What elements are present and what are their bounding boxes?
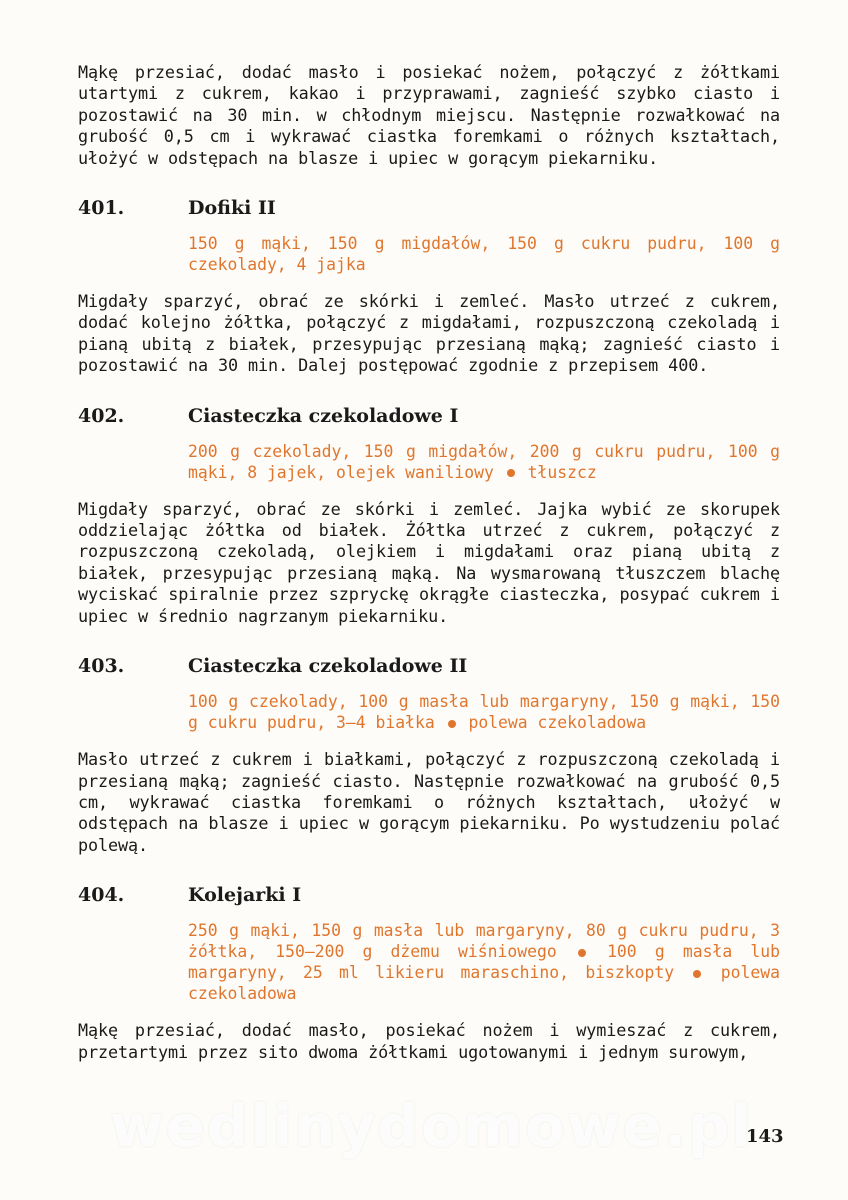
ingredients-group: tłuszcz xyxy=(527,462,597,482)
recipe-402 xyxy=(78,405,780,627)
ingredients-group: 200 g czekolady, 150 g migdałów, 200 g cukru pudru, 100 g mąki, 8 jajek, olejek waniliowy xyxy=(188,441,780,482)
ingredients-group: 150 g mąki, 150 g migdałów, 150 g cukru pudru, 100 g czekolady, 4 jajka xyxy=(188,234,780,275)
bullet-dot-icon xyxy=(578,949,586,957)
page-number: 143 xyxy=(746,1126,784,1147)
recipe-method: Masło utrzeć z cukrem i białkami, połączyć z rozpuszczoną czekoladą i przesianą mąką; zagnieść ciasto. Następnie rozwałkować na grubość 0,5 cm, wykrawać ciastka foremkami o różnych kształtach, ułożyć w odstępach na blasze i upiec w gorącym piekarniku. Po wystudzeniu polać polewą. xyxy=(78,749,780,855)
page-content xyxy=(78,62,780,1063)
ingredients-group: polewa czekoladowa xyxy=(188,963,780,1004)
ingredients-list xyxy=(188,233,780,275)
recipe-title: Dofiki II xyxy=(188,197,276,220)
recipe-header xyxy=(78,197,780,219)
recipe-header xyxy=(78,655,780,677)
ingredients-group: 100 g masła lub margaryny, 25 ml likieru maraschino, biszkopty xyxy=(188,942,780,983)
recipe-title: Kolejarki I xyxy=(188,884,302,907)
recipe-number: 402. xyxy=(78,404,125,427)
ingredients-group: 100 g czekolady, 100 g masła lub margaryny, 150 g mąki, 150 g cukru pudru, 3—4 białka xyxy=(188,692,780,733)
watermark: wedlinydomowe.pl xyxy=(110,1092,754,1160)
recipe-401 xyxy=(78,197,780,377)
recipe-method: Migdały sparzyć, obrać ze skórki i zemleć. Jajka wybić ze skorupek oddzielając żółtka od białek. Żółtka utrzeć z cukrem, połączyć z rozpuszczoną czekoladą, olejkiem i migdałami oraz pianą ubitą z białek, przesypując przesianą mąką. Na wysmarowaną tłuszczem blachę wyciskać spiralnie przez szpryckę okrągłe ciasteczka, posypać cukrem i upiec w średnio nagrzanym piekarniku. xyxy=(78,498,780,626)
bullet-dot-icon xyxy=(448,720,456,728)
recipe-header xyxy=(78,405,780,427)
recipe-number: 404. xyxy=(78,884,125,907)
recipe-403 xyxy=(78,655,780,856)
recipe-method: Migdały sparzyć, obrać ze skórki i zemleć. Masło utrzeć z cukrem, dodać kolejno żółtka, połączyć z migdałami, rozpuszczoną czekoladą i pianą ubitą z białek, przesypując przesianą mąką; zagnieść ciasto i pozostawić na 30 min. Dalej postępować zgodnie z przepisem 400. xyxy=(78,291,780,376)
recipe-header xyxy=(78,884,780,906)
recipe-method: Mąkę przesiać, dodać masło, posiekać nożem i wymieszać z cukrem, przetartymi przez sito dwoma żółtkami ugotowanymi i jednym surowym, xyxy=(78,1020,780,1062)
ingredients-group: 250 g mąki, 150 g masła lub margaryny, 80 g cukru pudru, 3 żółtka, 150—200 g dżemu wiśniowego xyxy=(188,921,780,962)
recipe-404 xyxy=(78,884,780,1063)
bullet-dot-icon xyxy=(507,469,515,477)
ingredients-list xyxy=(188,920,780,1004)
bullet-dot-icon xyxy=(693,970,701,978)
recipe-title: Ciasteczka czekoladowe I xyxy=(188,404,459,427)
ingredients-list xyxy=(188,441,780,483)
recipe-number: 401. xyxy=(78,197,125,220)
ingredients-list xyxy=(188,691,780,733)
recipe-number: 403. xyxy=(78,655,125,678)
ingredients-group: polewa czekoladowa xyxy=(468,713,647,733)
intro-paragraph: Mąkę przesiać, dodać masło i posiekać nożem, połączyć z żółtkami utartymi z cukrem, kakao i przyprawami, zagnieść szybko ciasto i pozostawić na 30 min. w chłodnym miejscu. Następnie rozwałkować na grubość 0,5 cm i wykrawać ciastka foremkami o różnych kształtach, ułożyć w odstępach na blasze i upiec w gorącym piekarniku. xyxy=(78,62,780,168)
recipe-title: Ciasteczka czekoladowe II xyxy=(188,655,468,678)
